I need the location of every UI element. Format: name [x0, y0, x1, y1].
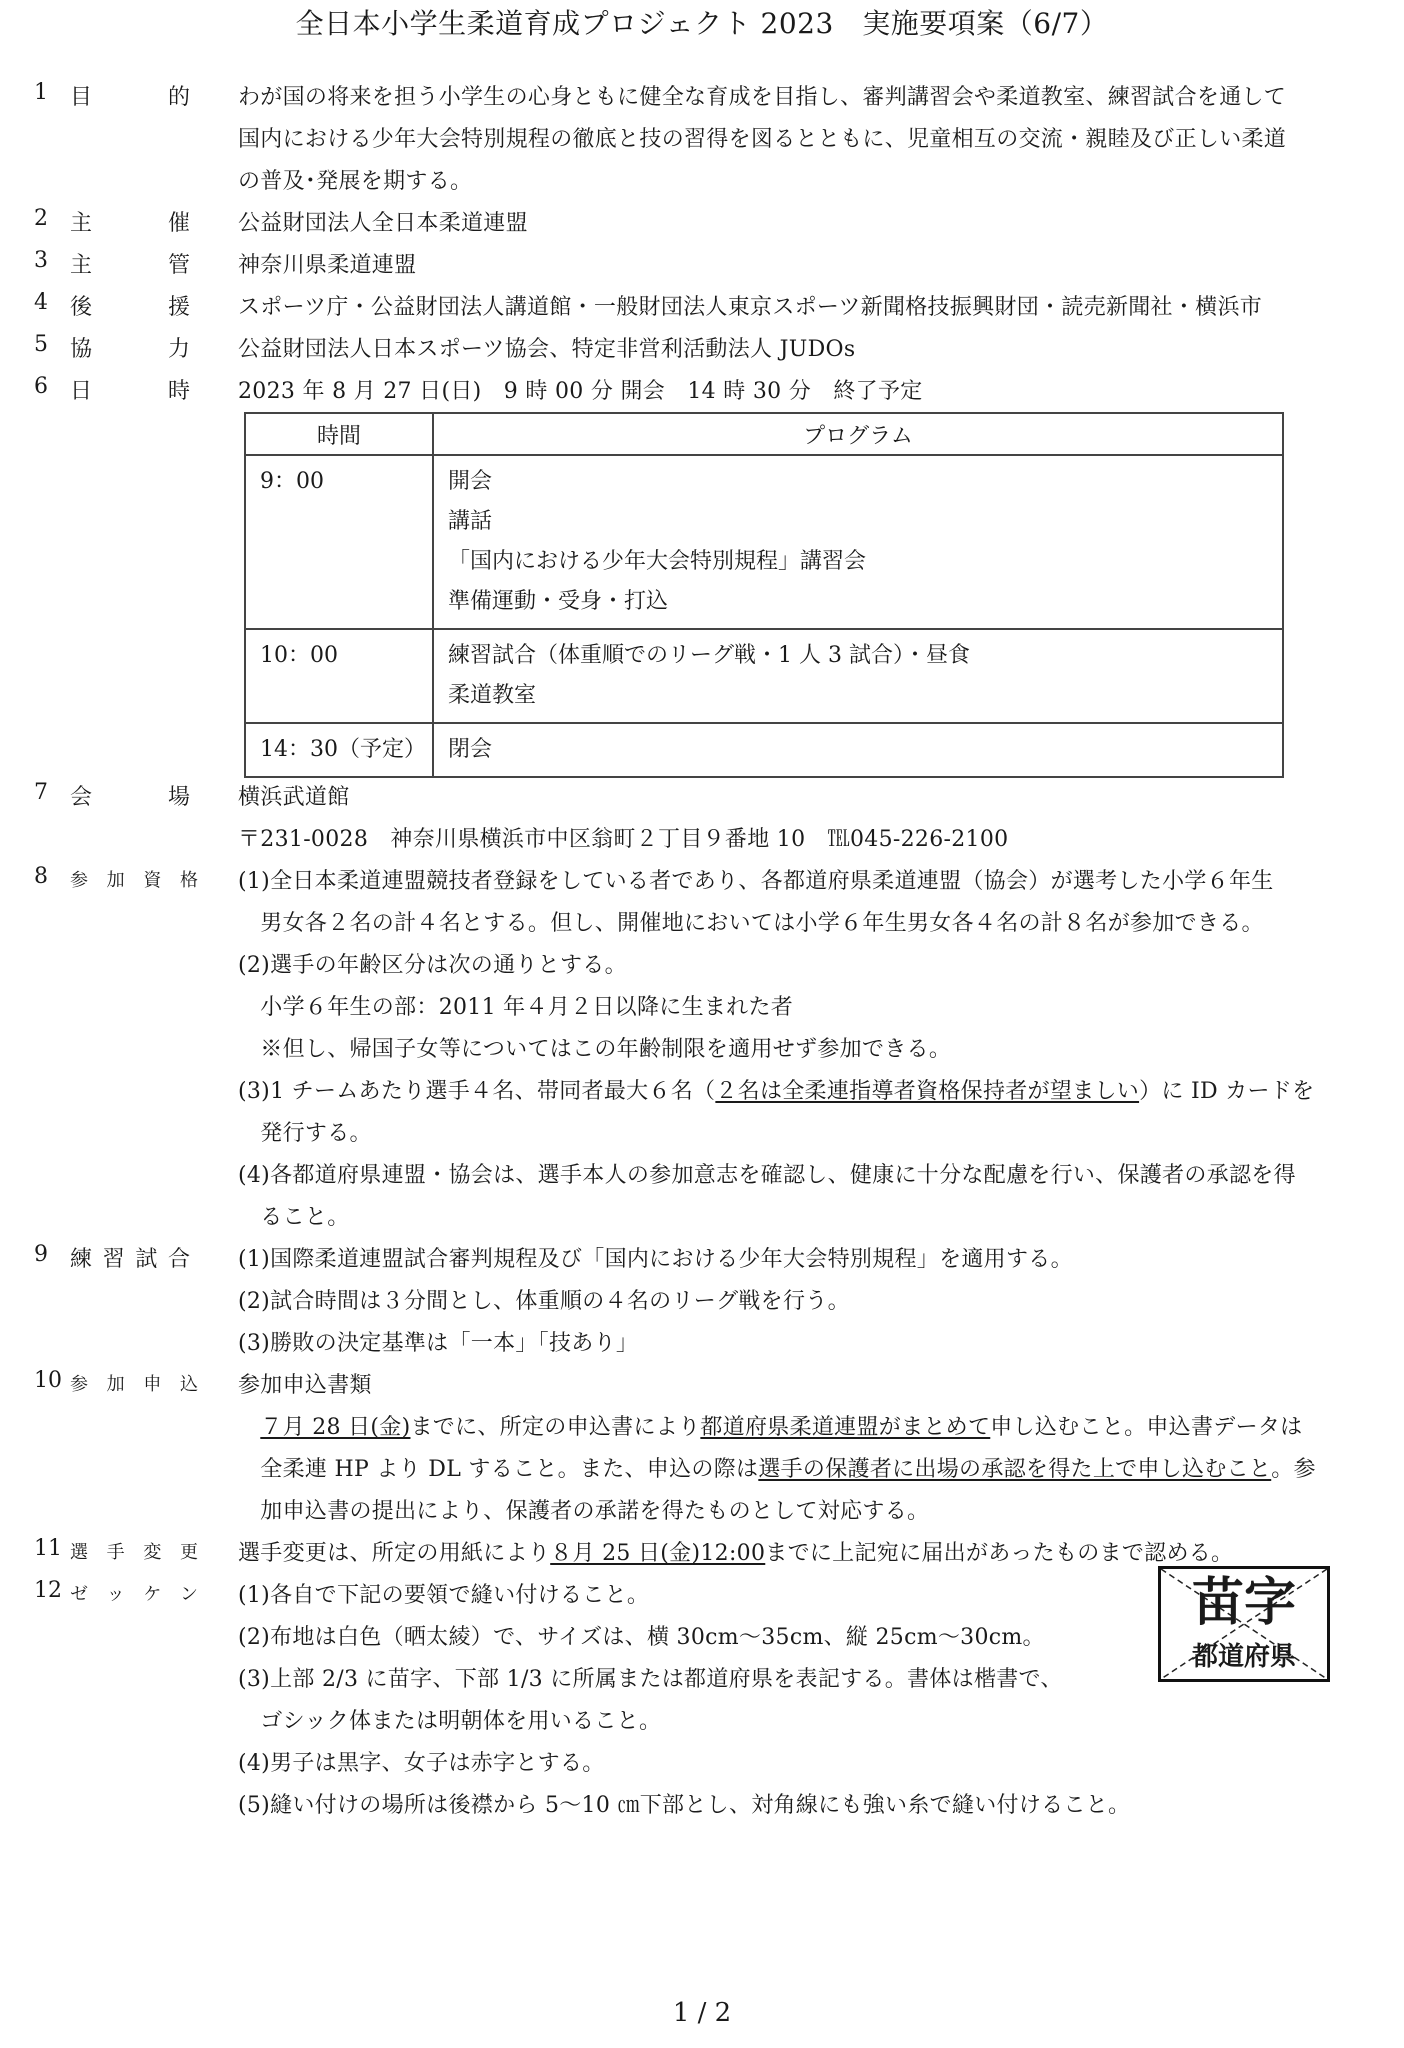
section-9-number: 9 [34, 1242, 48, 1267]
section-11-label: 選 手 変 更 [70, 1542, 198, 1563]
section-2-line: 公益財団法人全日本柔道連盟 [238, 211, 528, 236]
section-10-line: 加申込書の提出により、保護者の承諾を得たものとして対応する。 [238, 1499, 930, 1524]
schedule-item: 「国内における少年大会特別規程」講習会 [448, 549, 867, 574]
section-8-line: 小学６年生の部：2011 年４月２日以降に生まれた者 [238, 995, 794, 1020]
section-1-line: わが国の将来を担う小学生の心身ともに健全な育成を目指し、審判講習会や柔道教室、練習試合を通して [238, 85, 1287, 110]
schedule-item: 講話 [448, 509, 493, 534]
table-row [245, 629, 1283, 723]
schedule-header-program: プログラム [433, 413, 1283, 455]
section-11-number: 11 [34, 1536, 62, 1561]
schedule-item: 開会 [448, 469, 493, 494]
schedule-header-row [245, 413, 1283, 455]
section-4-number: 4 [34, 290, 48, 315]
section-7-number: 7 [34, 780, 48, 805]
section-1-line: 国内における少年大会特別規程の徹底と技の習得を図るとともに、児童相互の交流・親睦及び正しい柔道 [238, 127, 1287, 152]
section-8-number: 8 [34, 864, 48, 889]
section-12-line: (1)各自で下記の要領で縫い付けること。 [238, 1583, 650, 1608]
section-6-line: 2023 年 8 月 27 日(日) 9 時 00 分 開会 14 時 30 分 終了予定 [238, 379, 923, 404]
section-10-line: 全柔連 HP より DL すること。また、申込の際は選手の保護者に出場の承認を得た上で申し込むこと。参 [238, 1457, 1316, 1482]
page-number: 1 / 2 [672, 1998, 732, 2028]
section-8-line: (1)全日本柔道連盟競技者登録をしている者であり、各都道府県柔道連盟（協会）が選考した小学６年生 [238, 869, 1274, 894]
schedule-time: 9：00 [245, 455, 433, 629]
section-9-line: (1)国際柔道連盟試合審判規程及び「国内における少年大会特別規程」を適用する。 [238, 1247, 1073, 1272]
section-5-number: 5 [34, 332, 48, 357]
schedule-program [433, 629, 1283, 723]
section-9-line: (3)勝敗の決定基準は「一本」「技あり」 [238, 1331, 639, 1356]
section-3-label: 主 管 [70, 253, 190, 278]
schedule-item: 練習試合（体重順でのリーグ戦・1 人 3 試合）・昼食 [448, 643, 970, 668]
section-12-line: (3)上部 2/3 に苗字、下部 1/3 に所属または都道府県を表記する。書体は楷書で、 [238, 1667, 1063, 1692]
underlined-text: ２名は全柔連指導者資格保持者が望ましい [715, 1079, 1140, 1104]
zekken-prefecture: 都道府県 [1191, 1642, 1296, 1672]
section-2-label: 主 催 [70, 211, 190, 236]
underlined-text: 選手の保護者に出場の承認を得た上で申し込むこと [758, 1457, 1272, 1482]
section-1-number: 1 [34, 80, 48, 105]
section-3-line: 神奈川県柔道連盟 [238, 253, 417, 278]
section-12-line: (2)布地は白色（晒太綾）で、サイズは、横 30cm～35cm、縦 25cm～30cm。 [238, 1625, 1045, 1650]
schedule-item: 柔道教室 [448, 683, 537, 708]
schedule-item: 閉会 [448, 737, 493, 762]
section-8-line: 男女各２名の計４名とする。但し、開催地においては小学６年生男女各４名の計８名が参加できる。 [238, 911, 1264, 936]
document-title: 全日本小学生柔道育成プロジェクト 2023 実施要項案（6/7） [295, 7, 1109, 40]
schedule-item: 準備運動・受身・打込 [448, 589, 669, 614]
section-1-line: の普及･発展を期する。 [238, 169, 473, 194]
venue-address: 〒231-0028 神奈川県横浜市中区翁町２丁目９番地 10 ℡045-226-2100 [238, 827, 1009, 852]
section-8-line: ること。 [238, 1205, 350, 1230]
section-3-number: 3 [34, 248, 48, 273]
section-8-line: (3)1 チームあたり選手４名、帯同者最大６名（２名は全柔連指導者資格保持者が望ましい）に ID カードを [238, 1079, 1315, 1104]
section-8-line: 発行する。 [238, 1121, 372, 1146]
schedule-program [433, 455, 1283, 629]
table-row [245, 455, 1283, 629]
section-9-label: 練 習 試 合 [70, 1247, 190, 1272]
section-12-line: (4)男子は黒字、女子は赤字とする。 [238, 1751, 605, 1776]
section-12-label: ゼ ッ ケ ン [70, 1584, 198, 1605]
section-12-line: (5)縫い付けの場所は後襟から 5～10 ㎝下部とし、対角線にも強い糸で縫い付けること。 [238, 1793, 1131, 1818]
section-8-line: (4)各都道府県連盟・協会は、選手本人の参加意志を確認し、健康に十分な配慮を行い、保護者の承認を得 [238, 1163, 1296, 1188]
section-6-number: 6 [34, 374, 48, 399]
section-5-label: 協 力 [70, 337, 190, 362]
schedule-program [433, 723, 1283, 777]
section-9-line: (2)試合時間は３分間とし、体重順の４名のリーグ戦を行う。 [238, 1289, 850, 1314]
deadline-date: ８月 25 日(金)12:00 [550, 1541, 766, 1566]
underlined-text: 都道府県柔道連盟がまとめて [700, 1415, 991, 1440]
section-8-line: ※但し、帰国子女等についてはこの年齢制限を適用せず参加できる。 [238, 1037, 952, 1062]
section-10-label: 参 加 申 込 [70, 1374, 198, 1395]
section-12-line: ゴシック体または明朝体を用いること。 [238, 1709, 662, 1734]
section-5-line: 公益財団法人日本スポーツ協会、特定非営利活動法人 JUDOs [238, 337, 856, 362]
zekken-diagram [1158, 1566, 1330, 1682]
section-10-line: ７月 28 日(金)までに、所定の申込書により都道府県柔道連盟がまとめて申し込むこと。申込書データは [260, 1415, 1303, 1440]
section-12-number: 12 [34, 1578, 62, 1603]
section-10-number: 10 [34, 1368, 62, 1393]
schedule-time: 10：00 [245, 629, 433, 723]
schedule-header-time: 時間 [245, 413, 433, 455]
section-4-label: 後 援 [70, 295, 190, 320]
section-8-line: (2)選手の年齢区分は次の通りとする。 [238, 953, 627, 978]
table-row [245, 723, 1283, 777]
zekken-surname: 苗字 [1191, 1573, 1296, 1633]
section-11-line: 選手変更は、所定の用紙により８月 25 日(金)12:00までに上記宛に届出があったものまで認める。 [238, 1541, 1234, 1566]
section-10-line: 参加申込書類 [238, 1373, 372, 1398]
section-2-number: 2 [34, 206, 48, 231]
section-8-label: 参 加 資 格 [70, 870, 198, 891]
deadline-date: ７月 28 日(金) [260, 1415, 411, 1440]
section-1-label: 目 的 [70, 85, 190, 110]
section-7-label: 会 場 [70, 785, 190, 810]
section-4-line: スポーツ庁・公益財団法人講道館・一般財団法人東京スポーツ新聞格技振興財団・読売新聞社・横浜市 [238, 295, 1263, 320]
venue-name: 横浜武道館 [238, 785, 350, 810]
schedule-time: 14：30（予定） [245, 723, 433, 777]
schedule-table [244, 412, 1284, 778]
section-6-label: 日 時 [70, 379, 190, 404]
